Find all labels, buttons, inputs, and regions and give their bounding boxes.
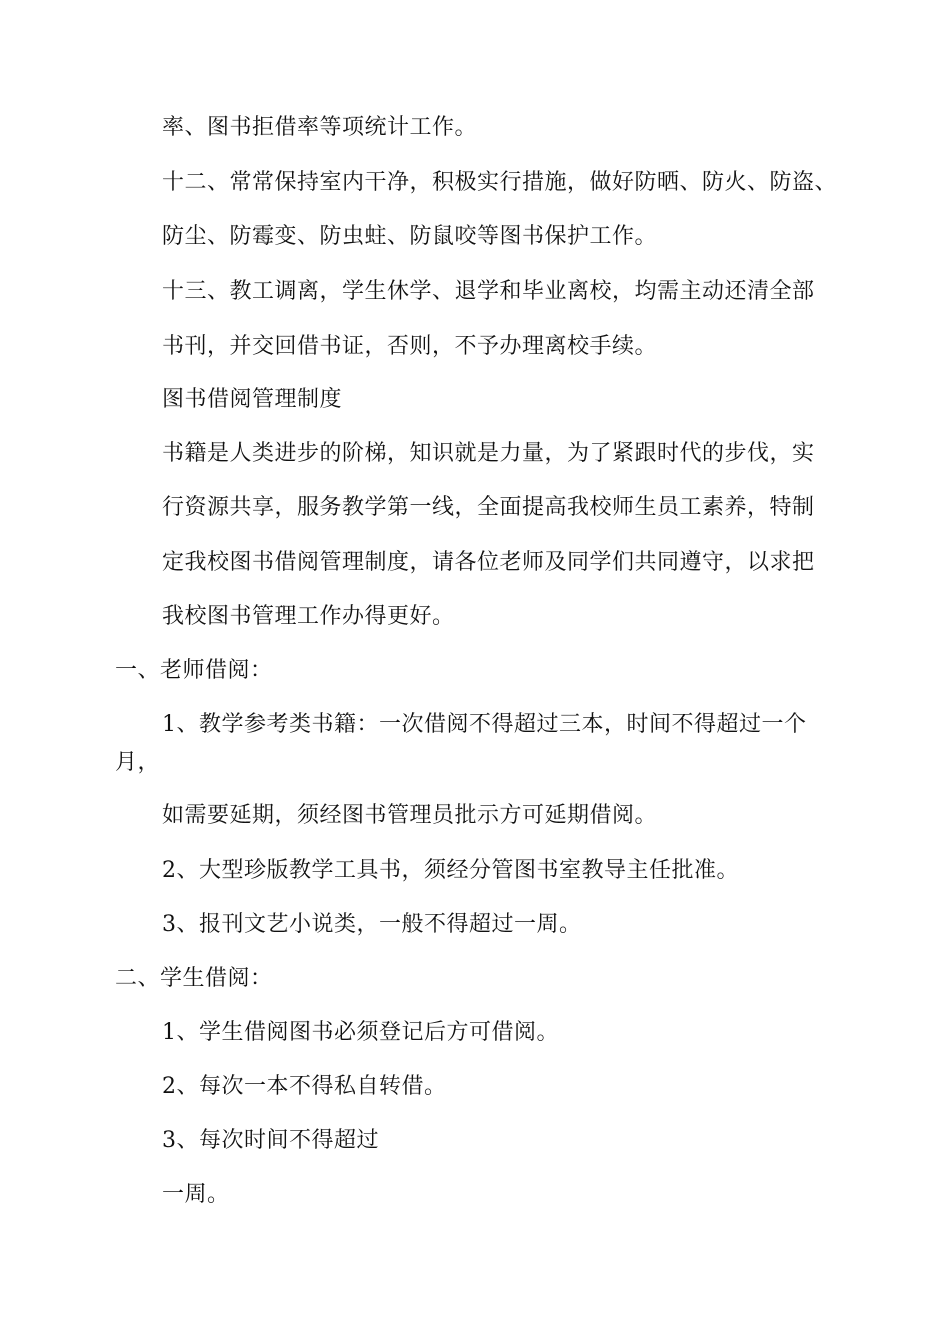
student-item-1: 1、学生借阅图书必须登记后方可借阅。 — [162, 1020, 559, 1045]
teacher-item-1-line-2: 月， — [115, 750, 161, 775]
rule-13-line-1: 十三、教工调离，学生休学、退学和毕业离校，均需主动还清全部 — [162, 279, 815, 304]
student-item-3-line-2: 一周。 — [162, 1182, 230, 1207]
paragraph-line-continuation: 率、图书拒借率等项统计工作。 — [162, 115, 478, 140]
teacher-item-3: 3、报刊文艺小说类，一般不得超过一周。 — [162, 912, 582, 937]
rule-12-line-2: 防尘、防霉变、防虫蛀、防鼠咬等图书保护工作。 — [162, 224, 658, 249]
section-title: 图书借阅管理制度 — [162, 387, 343, 412]
teacher-item-2: 2、大型珍版教学工具书，须经分管图书室教导主任批准。 — [162, 858, 739, 883]
intro-line-3: 定我校图书借阅管理制度，请各位老师及同学们共同遵守，以求把 — [162, 550, 815, 575]
intro-line-1: 书籍是人类进步的阶梯，知识就是力量，为了紧跟时代的步伐，实 — [162, 441, 815, 466]
intro-line-2: 行资源共享，服务教学第一线，全面提高我校师生员工素养，特制 — [162, 495, 815, 520]
student-item-3-line-1: 3、每次时间不得超过 — [162, 1128, 379, 1153]
student-item-2: 2、每次一本不得私自转借。 — [162, 1074, 447, 1099]
teacher-item-1-line-1: 1、教学参考类书籍：一次借阅不得超过三本，时间不得超过一个 — [162, 712, 807, 737]
teacher-item-1-line-3: 如需要延期，须经图书管理员批示方可延期借阅。 — [162, 803, 658, 828]
teacher-heading: 一、老师借阅： — [115, 658, 273, 683]
student-heading: 二、学生借阅： — [115, 966, 273, 991]
rule-12-line-1: 十二、常常保持室内干净，积极实行措施，做好防晒、防火、防盗、 — [162, 170, 838, 195]
intro-line-4: 我校图书管理工作办得更好。 — [162, 604, 455, 629]
rule-13-line-2: 书刊，并交回借书证，否则，不予办理离校手续。 — [162, 334, 658, 359]
